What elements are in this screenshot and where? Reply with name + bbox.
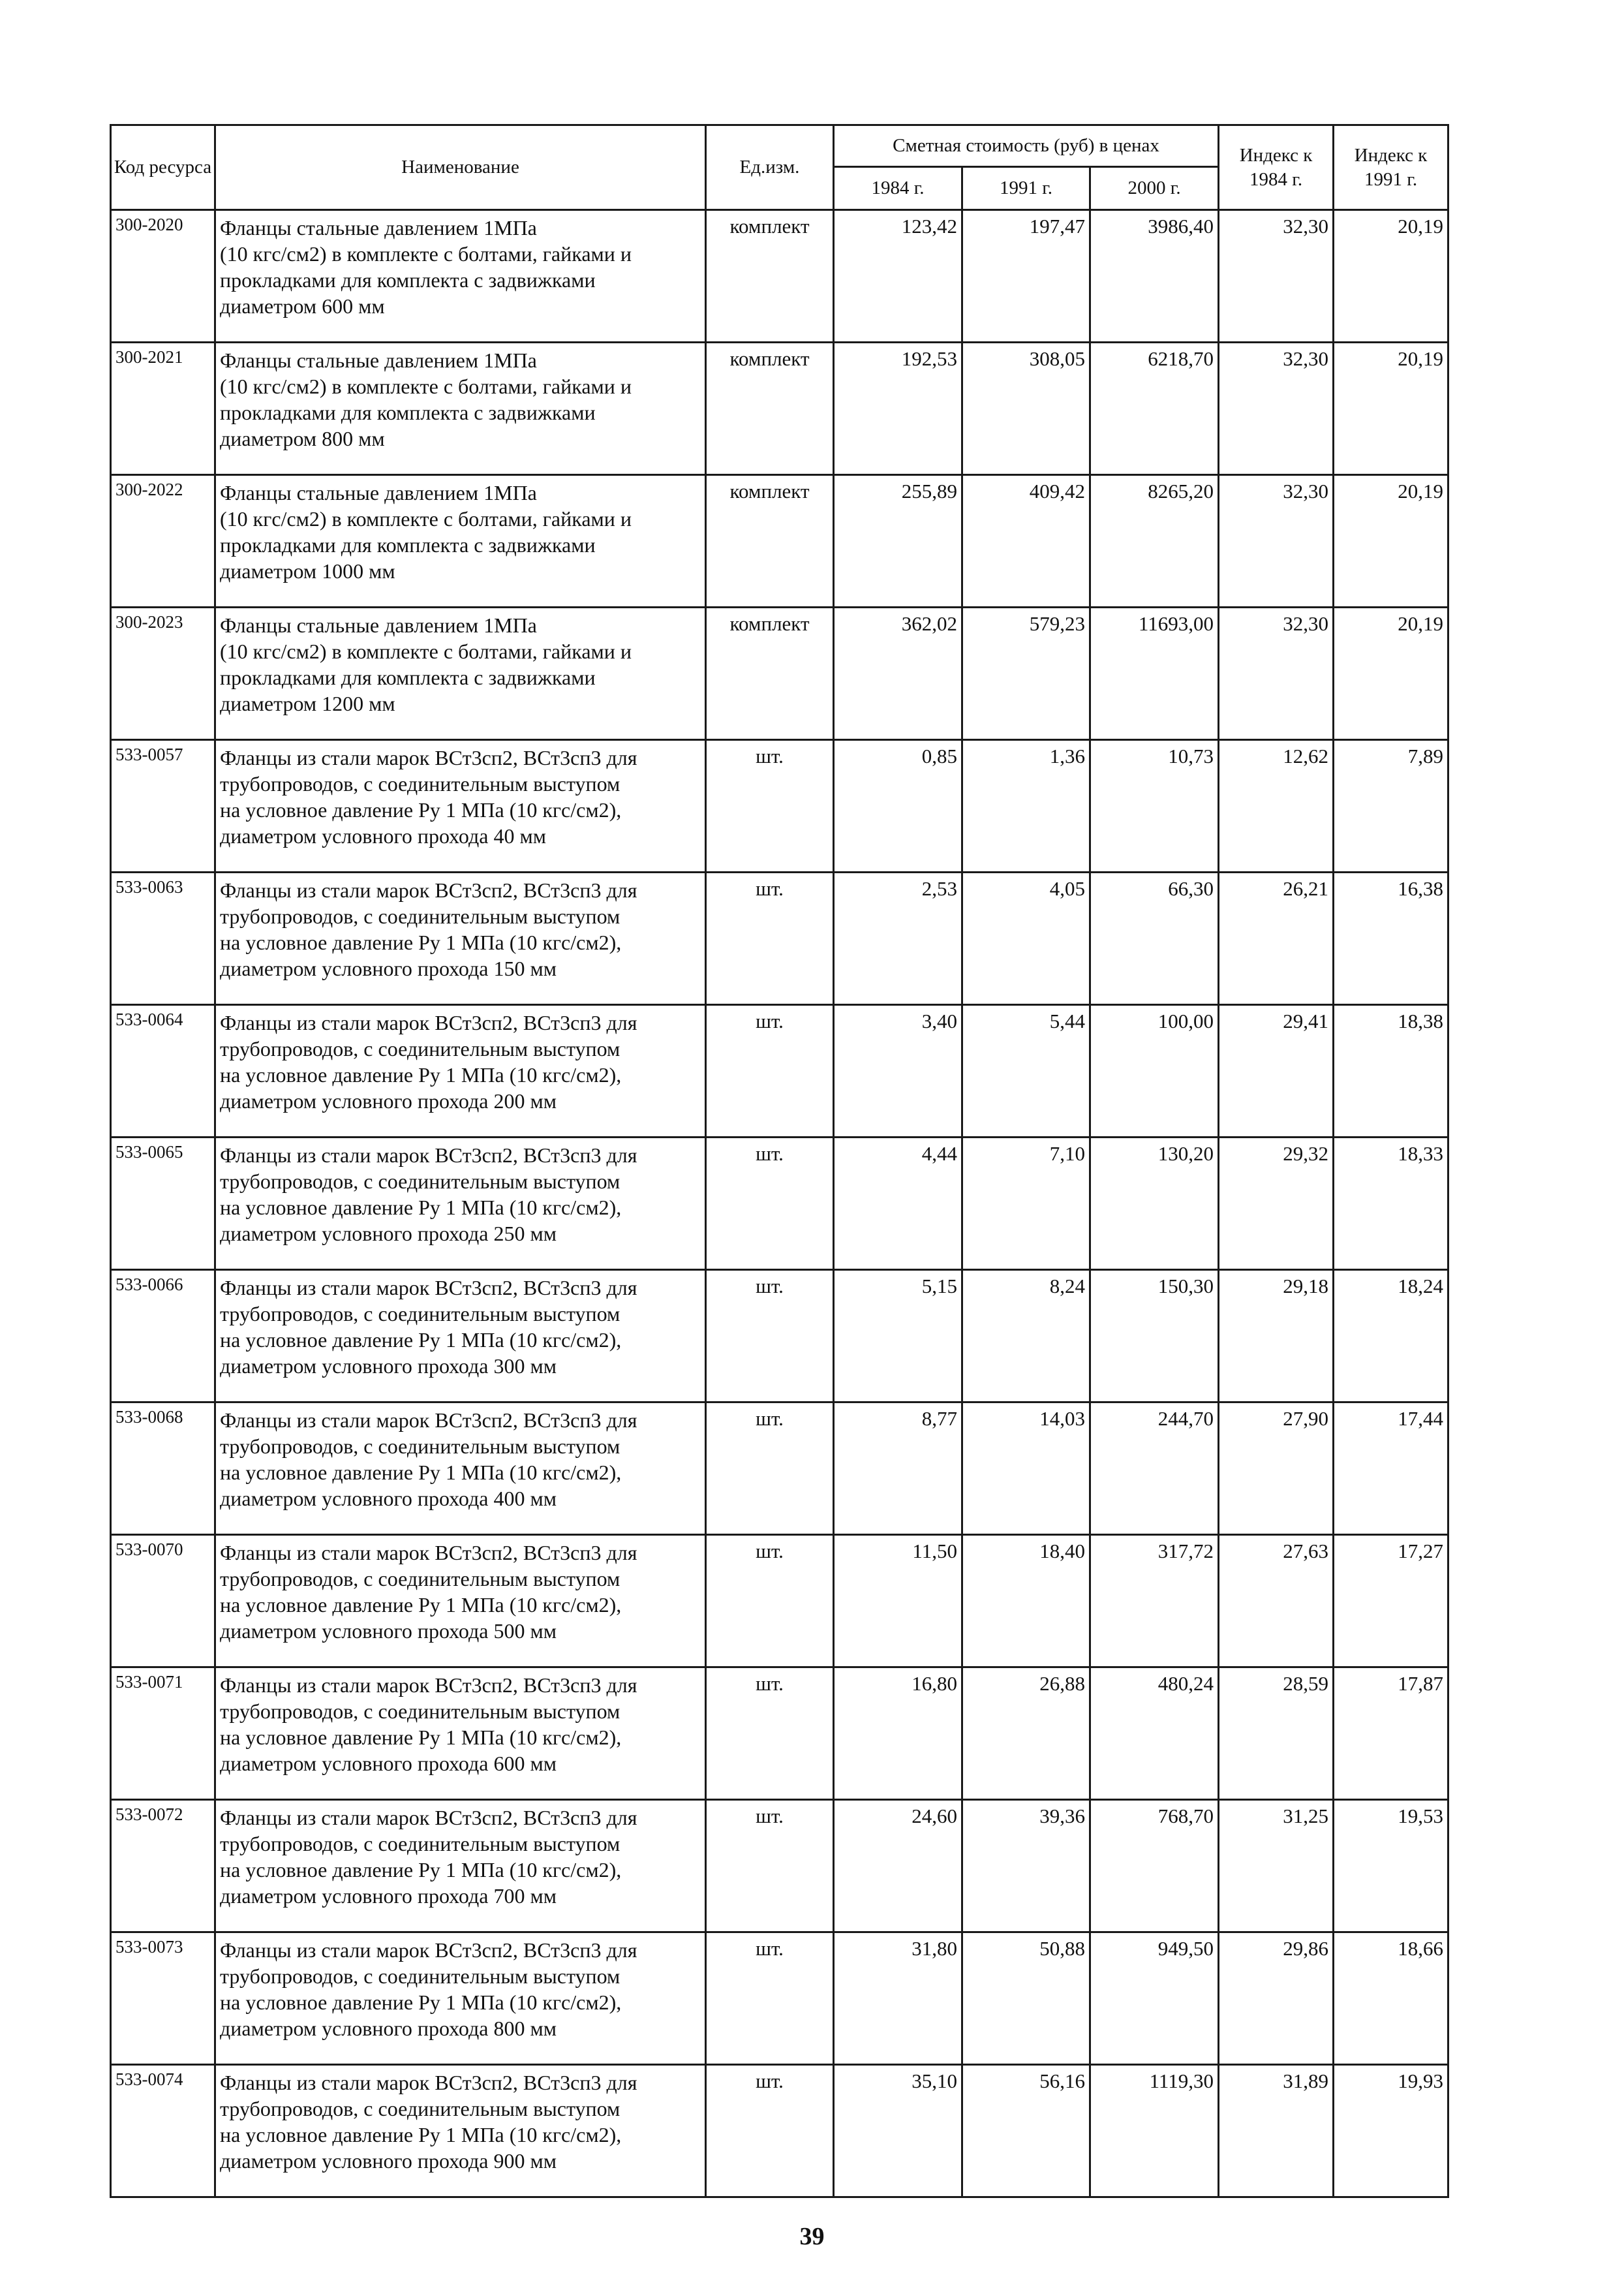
resource-name — [215, 873, 706, 1005]
index-1984: 28,59 — [1219, 1667, 1334, 1800]
index-1991: 18,33 — [1334, 1138, 1448, 1270]
resource-name — [215, 1005, 706, 1138]
resource-code: 533-0064 — [111, 1005, 215, 1138]
unit: шт. — [706, 873, 834, 1005]
resource-code: 533-0057 — [111, 740, 215, 873]
index-1984: 26,21 — [1219, 873, 1334, 1005]
table-row — [111, 1800, 1448, 1932]
price-1984: 35,10 — [834, 2065, 962, 2197]
resource-name-line: трубопроводов, с соединительным выступом — [220, 772, 620, 796]
resource-name-line: диаметром условного прохода 40 мм — [220, 824, 546, 848]
index-1984: 32,30 — [1219, 210, 1334, 343]
resource-name-line: диаметром условного прохода 600 мм — [220, 1752, 557, 1775]
index-1991: 19,93 — [1334, 2065, 1448, 2197]
price-2000: 768,70 — [1090, 1800, 1219, 1932]
resource-name-line: на условное давление Ру 1 МПа (10 кгс/см2), — [220, 1858, 622, 1882]
index-1984: 32,30 — [1219, 608, 1334, 740]
resource-name — [215, 1667, 706, 1800]
price-1991: 197,47 — [962, 210, 1090, 343]
resource-name-line: диаметром условного прохода 900 мм — [220, 2149, 557, 2173]
table-row — [111, 343, 1448, 475]
price-2000: 130,20 — [1090, 1138, 1219, 1270]
resource-name-line: прокладками для комплекта с задвижками — [220, 401, 596, 424]
resource-name-line: диаметром 1000 мм — [220, 559, 395, 583]
price-2000: 1119,30 — [1090, 2065, 1219, 2197]
header-year-1991: 1991 г. — [962, 167, 1090, 210]
price-1984: 123,42 — [834, 210, 962, 343]
resource-name-line: Фланцы стальные давлением 1МПа — [220, 216, 537, 240]
resource-code: 533-0065 — [111, 1138, 215, 1270]
resource-code: 533-0073 — [111, 1932, 215, 2065]
resource-name — [215, 475, 706, 608]
resource-name-line: трубопроводов, с соединительным выступом — [220, 905, 620, 928]
resource-name-line: Фланцы из стали марок ВСт3сп2, ВСт3сп3 для — [220, 1938, 637, 1962]
price-1991: 39,36 — [962, 1800, 1090, 1932]
resource-name-line: на условное давление Ру 1 МПа (10 кгс/см2), — [220, 1461, 622, 1484]
index-1984: 32,30 — [1219, 343, 1334, 475]
resource-code: 533-0068 — [111, 1402, 215, 1535]
index-1984: 12,62 — [1219, 740, 1334, 873]
resource-code: 533-0074 — [111, 2065, 215, 2197]
resource-name-line: диаметром 600 мм — [220, 294, 385, 318]
index-1991: 20,19 — [1334, 475, 1448, 608]
index-1991: 20,19 — [1334, 210, 1448, 343]
price-2000: 10,73 — [1090, 740, 1219, 873]
index-1984: 32,30 — [1219, 475, 1334, 608]
unit: шт. — [706, 1005, 834, 1138]
index-1984: 29,86 — [1219, 1932, 1334, 2065]
index-1991: 16,38 — [1334, 873, 1448, 1005]
price-2000: 66,30 — [1090, 873, 1219, 1005]
price-2000: 317,72 — [1090, 1535, 1219, 1667]
resource-code: 300-2023 — [111, 608, 215, 740]
header-unit: Ед.изм. — [706, 125, 834, 210]
resource-name-line: трубопроводов, с соединительным выступом — [220, 1434, 620, 1458]
resource-name-line: Фланцы из стали марок ВСт3сп2, ВСт3сп3 для — [220, 1143, 637, 1167]
unit: комплект — [706, 210, 834, 343]
header-name: Наименование — [215, 125, 706, 210]
index-1991: 17,27 — [1334, 1535, 1448, 1667]
resource-name — [215, 210, 706, 343]
price-1984: 24,60 — [834, 1800, 962, 1932]
resource-name-line: на условное давление Ру 1 МПа (10 кгс/см2), — [220, 931, 622, 954]
index-1984: 27,90 — [1219, 1402, 1334, 1535]
resource-name-line: Фланцы из стали марок ВСт3сп2, ВСт3сп3 для — [220, 1011, 637, 1034]
resource-name-line: прокладками для комплекта с задвижками — [220, 268, 596, 292]
resource-name-line: Фланцы из стали марок ВСт3сп2, ВСт3сп3 для — [220, 746, 637, 769]
unit: комплект — [706, 475, 834, 608]
resource-name-line: трубопроводов, с соединительным выступом — [220, 1567, 620, 1590]
resource-name-line: диаметром условного прохода 200 мм — [220, 1089, 557, 1113]
resource-name — [215, 1402, 706, 1535]
resource-name-line: Фланцы стальные давлением 1МПа — [220, 613, 537, 637]
table-row — [111, 873, 1448, 1005]
unit: шт. — [706, 2065, 834, 2197]
resource-name — [215, 343, 706, 475]
header-index-1991: Индекс к 1991 г. — [1334, 125, 1448, 210]
unit: шт. — [706, 1138, 834, 1270]
price-1991: 579,23 — [962, 608, 1090, 740]
resource-code: 533-0066 — [111, 1270, 215, 1402]
index-1991: 17,44 — [1334, 1402, 1448, 1535]
resource-name-line: трубопроводов, с соединительным выступом — [220, 1169, 620, 1193]
unit: комплект — [706, 608, 834, 740]
resource-name-line: диаметром условного прохода 300 мм — [220, 1354, 557, 1378]
resource-name-line: трубопроводов, с соединительным выступом — [220, 1302, 620, 1325]
unit: комплект — [706, 343, 834, 475]
index-1984: 29,18 — [1219, 1270, 1334, 1402]
index-1984: 31,25 — [1219, 1800, 1334, 1932]
price-2000: 244,70 — [1090, 1402, 1219, 1535]
index-1984: 27,63 — [1219, 1535, 1334, 1667]
price-1984: 192,53 — [834, 343, 962, 475]
price-1991: 409,42 — [962, 475, 1090, 608]
header-index-1984: Индекс к 1984 г. — [1219, 125, 1334, 210]
price-1991: 4,05 — [962, 873, 1090, 1005]
resource-code: 300-2022 — [111, 475, 215, 608]
header-code: Код ресурса — [111, 125, 215, 210]
table-row — [111, 210, 1448, 343]
resource-name-line: на условное давление Ру 1 МПа (10 кгс/см2), — [220, 1196, 622, 1219]
resource-name-line: (10 кгс/см2) в комплекте с болтами, гайками и — [220, 507, 632, 531]
price-1991: 26,88 — [962, 1667, 1090, 1800]
resource-name-line: трубопроводов, с соединительным выступом — [220, 1037, 620, 1061]
index-1991: 20,19 — [1334, 343, 1448, 475]
price-1991: 18,40 — [962, 1535, 1090, 1667]
table-row — [111, 1402, 1448, 1535]
index-1991: 18,66 — [1334, 1932, 1448, 2065]
price-1984: 2,53 — [834, 873, 962, 1005]
table-row — [111, 1535, 1448, 1667]
unit: шт. — [706, 1535, 834, 1667]
resource-name-line: трубопроводов, с соединительным выступом — [220, 1699, 620, 1723]
index-1984: 29,32 — [1219, 1138, 1334, 1270]
unit: шт. — [706, 1932, 834, 2065]
price-1984: 31,80 — [834, 1932, 962, 2065]
unit: шт. — [706, 740, 834, 873]
price-2000: 150,30 — [1090, 1270, 1219, 1402]
header-year-2000: 2000 г. — [1090, 167, 1219, 210]
price-1991: 50,88 — [962, 1932, 1090, 2065]
table-body — [111, 210, 1448, 2197]
resource-name-line: прокладками для комплекта с задвижками — [220, 666, 596, 689]
price-2000: 3986,40 — [1090, 210, 1219, 343]
resource-name-line: (10 кгс/см2) в комплекте с болтами, гайками и — [220, 375, 632, 398]
resource-name-line: на условное давление Ру 1 МПа (10 кгс/см2), — [220, 798, 622, 822]
price-1984: 362,02 — [834, 608, 962, 740]
resource-name — [215, 608, 706, 740]
index-1991: 18,24 — [1334, 1270, 1448, 1402]
resource-name-line: Фланцы из стали марок ВСт3сп2, ВСт3сп3 для — [220, 1673, 637, 1697]
price-2000: 8265,20 — [1090, 475, 1219, 608]
price-1984: 4,44 — [834, 1138, 962, 1270]
index-1991: 19,53 — [1334, 1800, 1448, 1932]
price-1991: 56,16 — [962, 2065, 1090, 2197]
unit: шт. — [706, 1402, 834, 1535]
resource-name — [215, 1138, 706, 1270]
resource-code: 533-0071 — [111, 1667, 215, 1800]
resource-name-line: на условное давление Ру 1 МПа (10 кгс/см2), — [220, 1593, 622, 1617]
resource-name — [215, 1800, 706, 1932]
resource-name — [215, 1932, 706, 2065]
table-row — [111, 475, 1448, 608]
resource-name-line: трубопроводов, с соединительным выступом — [220, 1964, 620, 1988]
price-1991: 8,24 — [962, 1270, 1090, 1402]
table-row — [111, 1932, 1448, 2065]
unit: шт. — [706, 1667, 834, 1800]
price-2000: 11693,00 — [1090, 608, 1219, 740]
resource-name-line: трубопроводов, с соединительным выступом — [220, 2097, 620, 2120]
resource-name-line: диаметром условного прохода 150 мм — [220, 957, 557, 980]
index-1991: 17,87 — [1334, 1667, 1448, 1800]
price-1991: 14,03 — [962, 1402, 1090, 1535]
resource-name — [215, 740, 706, 873]
resource-code: 533-0072 — [111, 1800, 215, 1932]
resource-name-line: (10 кгс/см2) в комплекте с болтами, гайками и — [220, 640, 632, 663]
table-row — [111, 1270, 1448, 1402]
resource-name — [215, 1535, 706, 1667]
resource-name-line: трубопроводов, с соединительным выступом — [220, 1832, 620, 1855]
resource-name-line: на условное давление Ру 1 МПа (10 кгс/см2), — [220, 1328, 622, 1352]
table-row — [111, 2065, 1448, 2197]
index-1984: 31,89 — [1219, 2065, 1334, 2197]
resource-code: 533-0070 — [111, 1535, 215, 1667]
resource-name-line: на условное давление Ру 1 МПа (10 кгс/см2), — [220, 1990, 622, 2014]
header-year-1984: 1984 г. — [834, 167, 962, 210]
price-1984: 255,89 — [834, 475, 962, 608]
price-2000: 6218,70 — [1090, 343, 1219, 475]
price-1984: 16,80 — [834, 1667, 962, 1800]
resource-name — [215, 1270, 706, 1402]
resource-name-line: Фланцы из стали марок ВСт3сп2, ВСт3сп3 для — [220, 2071, 637, 2094]
resource-name-line: Фланцы из стали марок ВСт3сп2, ВСт3сп3 для — [220, 1541, 637, 1564]
index-1984: 29,41 — [1219, 1005, 1334, 1138]
resource-code: 300-2021 — [111, 343, 215, 475]
resource-name-line: диаметром условного прохода 500 мм — [220, 1619, 557, 1643]
resource-name-line: диаметром условного прохода 800 мм — [220, 2017, 557, 2040]
page-number: 39 — [799, 2223, 825, 2250]
resource-name-line: на условное давление Ру 1 МПа (10 кгс/см2), — [220, 1726, 622, 1749]
resource-name-line: Фланцы из стали марок ВСт3сп2, ВСт3сп3 для — [220, 1276, 637, 1299]
table-row — [111, 1138, 1448, 1270]
resource-name-line: диаметром условного прохода 250 мм — [220, 1222, 557, 1245]
price-1984: 0,85 — [834, 740, 962, 873]
resource-name-line: (10 кгс/см2) в комплекте с болтами, гайками и — [220, 242, 632, 266]
price-1991: 7,10 — [962, 1138, 1090, 1270]
table-row — [111, 608, 1448, 740]
resource-name-line: Фланцы из стали марок ВСт3сп2, ВСт3сп3 для — [220, 1806, 637, 1829]
table-row — [111, 740, 1448, 873]
table-row — [111, 1005, 1448, 1138]
resource-name-line: на условное давление Ру 1 МПа (10 кгс/см2), — [220, 1063, 622, 1087]
resource-name-line: на условное давление Ру 1 МПа (10 кгс/см2), — [220, 2123, 622, 2146]
resource-code: 533-0063 — [111, 873, 215, 1005]
price-2000: 100,00 — [1090, 1005, 1219, 1138]
price-1984: 3,40 — [834, 1005, 962, 1138]
resource-name-line: Фланцы из стали марок ВСт3сп2, ВСт3сп3 для — [220, 878, 637, 902]
index-1991: 20,19 — [1334, 608, 1448, 740]
resource-name-line: Фланцы стальные давлением 1МПа — [220, 348, 537, 372]
price-1984: 5,15 — [834, 1270, 962, 1402]
table-row — [111, 1667, 1448, 1800]
price-2000: 949,50 — [1090, 1932, 1219, 2065]
resource-name-line: прокладками для комплекта с задвижками — [220, 533, 596, 557]
price-1991: 1,36 — [962, 740, 1090, 873]
resource-name-line: диаметром условного прохода 400 мм — [220, 1487, 557, 1510]
price-1991: 308,05 — [962, 343, 1090, 475]
index-1991: 18,38 — [1334, 1005, 1448, 1138]
resource-name-line: диаметром 800 мм — [220, 427, 385, 450]
unit: шт. — [706, 1800, 834, 1932]
resource-name — [215, 2065, 706, 2197]
resource-code: 300-2020 — [111, 210, 215, 343]
resource-name-line: Фланцы из стали марок ВСт3сп2, ВСт3сп3 для — [220, 1408, 637, 1432]
price-2000: 480,24 — [1090, 1667, 1219, 1800]
resource-name-line: диаметром условного прохода 700 мм — [220, 1884, 557, 1908]
price-1984: 11,50 — [834, 1535, 962, 1667]
price-1991: 5,44 — [962, 1005, 1090, 1138]
price-1984: 8,77 — [834, 1402, 962, 1535]
unit: шт. — [706, 1270, 834, 1402]
resource-name-line: диаметром 1200 мм — [220, 692, 395, 715]
resource-name-line: Фланцы стальные давлением 1МПа — [220, 481, 537, 504]
index-1991: 7,89 — [1334, 740, 1448, 873]
price-table — [110, 124, 1449, 2198]
header-cost-group: Сметная стоимость (руб) в ценах — [834, 125, 1219, 167]
